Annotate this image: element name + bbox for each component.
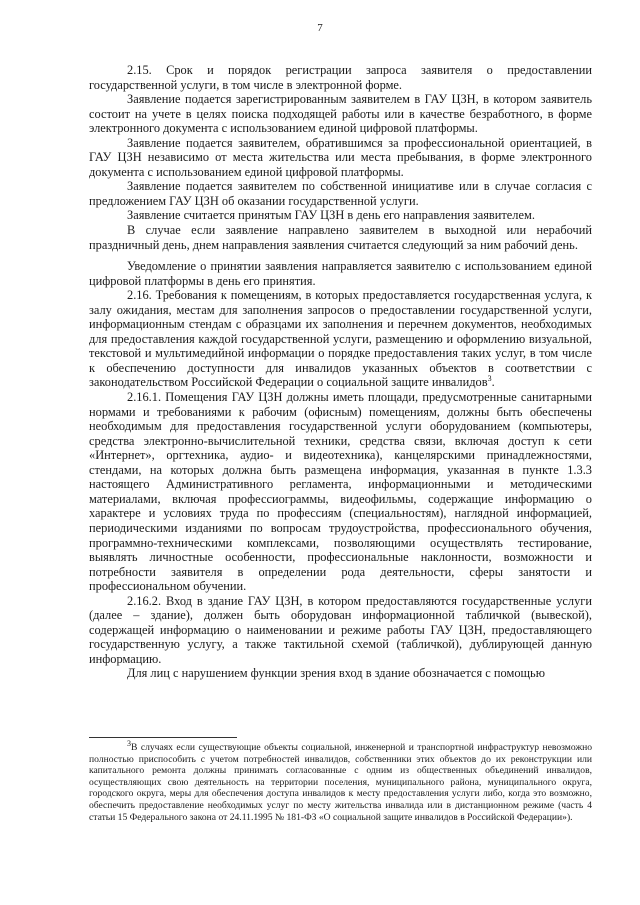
paragraph: Заявление подается зарегистрированным заявителем в ГАУ ЦЗН, в котором заявитель состоит на учете в целях поиска подходящей работы или в качестве безработного, в форме электронного документа с использованием единой цифровой платформы.: [89, 92, 592, 136]
footnote-text: В случаях если существующие объекты социальной, инженерной и транспортной инфраструктур невозможно полностью приспособить с учетом потребностей инвалидов, собственники этих объектов до их реконструкции или капитального ремонта должны принимать согласованные с одним из общественных объединений инвалидов, осуществляющих свою деятельность на территории поселения, муниципального района, муниципального округа, городского округа, меры для обеспечения доступа инвалидов к месту предоставления услуги либо, когда это возможно, обеспечить предоставление необходимых услуг по месту жительства инвалида или в дистанционном режиме (часть 4 статьи 15 Федерального закона от 24.11.1995 № 181-ФЗ «О социальной защите инвалидов в Российской Федерации»).: [89, 742, 592, 823]
footnote-marker: 3: [127, 738, 131, 748]
paragraph: Заявление считается принятым ГАУ ЦЗН в день его направления заявителем.: [127, 208, 535, 223]
paragraph-2-16-2: 2.16.2. Вход в здание ГАУ ЦЗН, в котором предоставляются государственные услуги (далее – здание), должен быть оборудован информационной табличкой (вывеской), содержащей информацию о наименовании и режиме работы ГАУ ЦЗН, предоставляющего государственную услугу, а также тактильной схемой (табличкой), дублирующей данную информацию.: [89, 593, 592, 666]
body-text: [89, 63, 592, 681]
paragraph-2-16-1: 2.16.1. Помещения ГАУ ЦЗН должны иметь площади, предусмотренные санитарными нормами и требованиями к рабочим (офисным) помещениям, должны быть обеспечены необходимым для предоставления государственной услуги оборудованием (компьютеры, средства электронно-вычислительной техники, средства связи, включая доступ к сети «Интернет», оргтехника, аудио- и видеотехника), канцелярскими принадлежностями, стендами, на которых должна быть размещена информация, указанная в пункте 1.3.3 настоящего Административного регламента, информационными и методическими материалами, включая профессиограммы, видеофильмы, содержащие информацию о характере и условиях труда по профессиям (специальностям), наглядной информацией, периодическими изданиями по вопросам трудоустройства, профессионального обучения, программно-техническими комплексами, позволяющими осуществлять тестирование, выявлять личностные особенности, профессиональные наклонности, возможности и потребности заявителя в определении рода деятельности, сферы занятости и профессиональном обучении.: [89, 390, 592, 594]
footnote-reference[interactable]: 3: [487, 374, 492, 384]
paragraph: Уведомление о принятии заявления направляется заявителю с использованием единой цифровой платформы в день его принятия.: [89, 259, 592, 288]
paragraph-2-15: 2.15. Срок и порядок регистрации запроса заявителя о предоставлении государственной услуги, в том числе в электронной форме.: [89, 63, 592, 92]
paragraph: В случае если заявление направлено заявителем в выходной или нерабочий праздничный день, днем направления заявления считается следующий за ним рабочий день.: [89, 223, 592, 252]
footnote-divider: [89, 737, 237, 738]
paragraph: Заявление подается заявителем, обратившимся за профессиональной ориентацией, в ГАУ ЦЗН независимо от места жительства или места пребывания, в форме электронного документа с использованием единой цифровой платформы.: [89, 135, 592, 179]
page-number: 7: [317, 22, 323, 34]
paragraph: Для лиц с нарушением функции зрения вход в здание обозначается с помощью: [127, 666, 545, 681]
footnote: [89, 738, 592, 823]
paragraph: Заявление подается заявителем по собственной инициативе или в случае согласия с предложением ГАУ ЦЗН об оказании государственной услуги.: [89, 179, 592, 208]
paragraph-2-16: [89, 288, 592, 390]
paragraph-2-16-text: 2.16. Требования к помещениям, в которых предоставляется государственная услуга, к залу ожидания, местам для заполнения запросов о предоставлении государственной услуги, информационным стендам с образцами их заполнения и перечнем документов, необходимых для предоставления каждой государственной услуги, размещению и оформлению визуальной, текстовой и мультимедийной информации о порядке предоставления таких услуг, в том числе к обеспечению доступности для инвалидов указанных объектов в соответствии с законодательством Российской Федерации о социальной защите инвалидов: [89, 288, 592, 390]
paragraph-2-16-suffix: .: [491, 375, 495, 390]
